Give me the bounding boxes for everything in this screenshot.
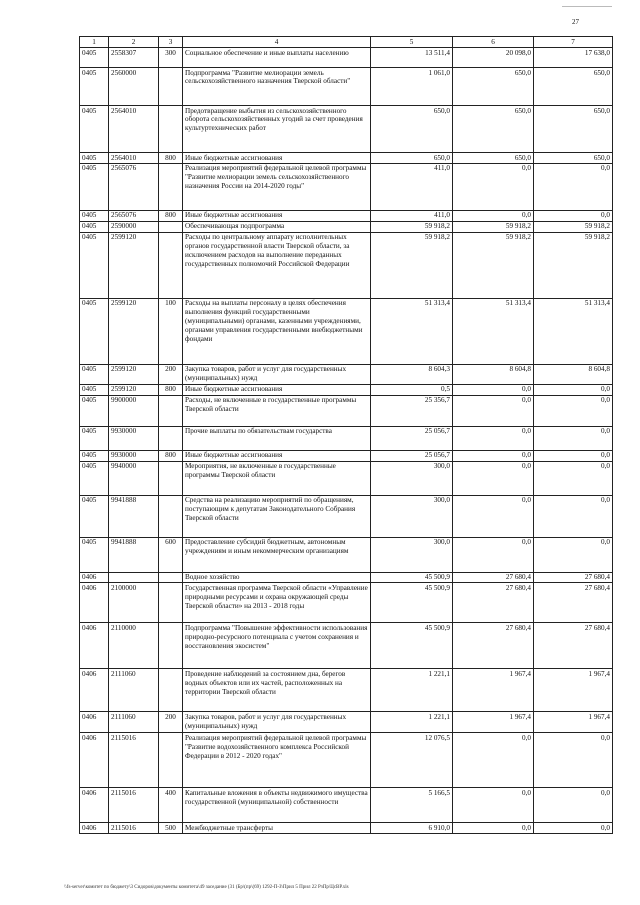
table-row: [80, 395, 613, 426]
amount-col7: 0,0: [534, 450, 613, 461]
amount-col7: 650,0: [534, 68, 613, 106]
target-article-code: 2115016: [109, 823, 159, 834]
amount-col5: 650,0: [371, 106, 453, 153]
amount-col5: 45 500,9: [371, 583, 453, 623]
amount-col5: 1 061,0: [371, 68, 453, 106]
column-header: 4: [183, 37, 371, 48]
expense-type-code: [159, 583, 183, 623]
expense-type-code: 500: [159, 823, 183, 834]
page-number: 27: [572, 18, 579, 26]
amount-col6: 27 680,4: [453, 583, 534, 623]
section-code: 0405: [80, 461, 109, 495]
file-path-footer: \\fs-server\комитет по бюджету\3 Сидоров\документы комитета\49 заседание (31 (Бр\(пр\(69) 1292-П-З\Прил 5 Прил 22 РзПр\ЦсВР.xls: [64, 885, 349, 890]
expense-type-code: [159, 733, 183, 788]
expense-name: Водное хозяйство: [183, 572, 371, 583]
expense-type-code: [159, 495, 183, 537]
amount-col6: 59 918,2: [453, 232, 534, 298]
amount-col5: 59 918,2: [371, 232, 453, 298]
target-article-code: 2599120: [109, 232, 159, 298]
section-code: 0405: [80, 450, 109, 461]
expense-name: Межбюджетные трансферты: [183, 823, 371, 834]
expense-type-code: 300: [159, 48, 183, 68]
amount-col6: 1 967,4: [453, 712, 534, 733]
section-code: 0405: [80, 153, 109, 164]
amount-col7: 650,0: [534, 106, 613, 153]
section-code: 0406: [80, 572, 109, 583]
expense-name: Предотвращение выбытия из сельскохозяйственного оборота сельскохозяйственных угодий за счет проведения культуртехнических работ: [183, 106, 371, 153]
target-article-code: 2560000: [109, 68, 159, 106]
amount-col5: 51 313,4: [371, 298, 453, 364]
amount-col6: 0,0: [453, 461, 534, 495]
amount-col6: 59 918,2: [453, 221, 534, 232]
expense-name: Подпрограмма "Повышение эффективности использования природно-ресурсного потенциала с учетом сохранения и восстановления экосистем": [183, 623, 371, 669]
amount-col5: 5 166,5: [371, 788, 453, 823]
amount-col6: 0,0: [453, 823, 534, 834]
section-code: 0406: [80, 583, 109, 623]
expense-type-code: 800: [159, 210, 183, 221]
expense-name: Социальное обеспечение и иные выплаты населению: [183, 48, 371, 68]
section-code: 0405: [80, 210, 109, 221]
table-row: [80, 426, 613, 450]
expense-name: Расходы, не включенные в государственные программы Тверской области: [183, 395, 371, 426]
expense-type-code: [159, 163, 183, 210]
target-article-code: 2115016: [109, 788, 159, 823]
section-code: 0405: [80, 298, 109, 364]
column-header: 1: [80, 37, 109, 48]
amount-col5: 25 356,7: [371, 395, 453, 426]
expense-name: Мероприятия, не включенные в государственные программы Тверской области: [183, 461, 371, 495]
target-article-code: 2599120: [109, 298, 159, 364]
expense-name: Проведение наблюдений за состоянием дна, берегов водных объектов или их частей, расположенных на территории Тверской области: [183, 669, 371, 712]
amount-col7: 0,0: [534, 426, 613, 450]
table-row: [80, 210, 613, 221]
table-row: [80, 495, 613, 537]
target-article-code: [109, 572, 159, 583]
section-code: 0406: [80, 788, 109, 823]
section-code: 0405: [80, 537, 109, 572]
expense-name: Обеспечивающая подпрограмма: [183, 221, 371, 232]
amount-col5: 300,0: [371, 537, 453, 572]
amount-col7: 0,0: [534, 537, 613, 572]
target-article-code: 2100000: [109, 583, 159, 623]
amount-col7: 0,0: [534, 384, 613, 395]
amount-col7: 0,0: [534, 395, 613, 426]
amount-col6: 0,0: [453, 450, 534, 461]
amount-col5: 411,0: [371, 210, 453, 221]
top-rule: [562, 6, 612, 7]
expense-type-code: 800: [159, 450, 183, 461]
table-row: [80, 48, 613, 68]
section-code: 0405: [80, 106, 109, 153]
target-article-code: 2110000: [109, 623, 159, 669]
expense-type-code: 400: [159, 788, 183, 823]
table-row: [80, 823, 613, 834]
section-code: 0405: [80, 495, 109, 537]
table-row: [80, 384, 613, 395]
amount-col6: 1 967,4: [453, 669, 534, 712]
amount-col5: 12 076,5: [371, 733, 453, 788]
section-code: 0405: [80, 48, 109, 68]
amount-col5: 650,0: [371, 153, 453, 164]
amount-col7: 27 680,4: [534, 583, 613, 623]
amount-col6: 0,0: [453, 788, 534, 823]
table-body: [80, 37, 613, 834]
amount-col7: 0,0: [534, 733, 613, 788]
table-row: [80, 623, 613, 669]
amount-col6: 51 313,4: [453, 298, 534, 364]
section-code: 0406: [80, 623, 109, 669]
table-row: [80, 298, 613, 364]
amount-col6: 0,0: [453, 426, 534, 450]
amount-col5: 300,0: [371, 495, 453, 537]
section-code: 0405: [80, 426, 109, 450]
expense-name: Реализация мероприятий федеральной целевой программы "Развитие водохозяйственного комплекса Российской Федерации в 2012 - 2020 годах": [183, 733, 371, 788]
table-row: [80, 712, 613, 733]
amount-col5: 25 056,7: [371, 450, 453, 461]
expense-type-code: [159, 669, 183, 712]
section-code: 0405: [80, 163, 109, 210]
expense-name: Иные бюджетные ассигнования: [183, 384, 371, 395]
expense-name: Иные бюджетные ассигнования: [183, 153, 371, 164]
expense-type-code: 800: [159, 384, 183, 395]
table-row: [80, 364, 613, 384]
amount-col7: 1 967,4: [534, 712, 613, 733]
table-row: [80, 788, 613, 823]
section-code: 0405: [80, 364, 109, 384]
expense-name: Предоставление субсидий бюджетным, автономным учреждениям и иным некоммерческим организациям: [183, 537, 371, 572]
expense-type-code: [159, 106, 183, 153]
expense-type-code: 200: [159, 712, 183, 733]
section-code: 0406: [80, 712, 109, 733]
amount-col7: 0,0: [534, 163, 613, 210]
expense-type-code: [159, 68, 183, 106]
amount-col6: 650,0: [453, 153, 534, 164]
expense-type-code: [159, 572, 183, 583]
expense-type-code: [159, 232, 183, 298]
amount-col5: 6 910,0: [371, 823, 453, 834]
amount-col5: 0,5: [371, 384, 453, 395]
table-row: [80, 106, 613, 153]
target-article-code: 2111060: [109, 712, 159, 733]
table-row: [80, 68, 613, 106]
expense-type-code: [159, 426, 183, 450]
column-header: 3: [159, 37, 183, 48]
expense-type-code: [159, 221, 183, 232]
expense-name: Государственная программа Тверской области «Управление природными ресурсами и охрана окружающей среды Тверской области» на 2013 - 2018 годы: [183, 583, 371, 623]
amount-col7: 8 604,8: [534, 364, 613, 384]
table-row: [80, 153, 613, 164]
expense-name: Расходы по центральному аппарату исполнительных органов государственной власти Тверской области, за исключением расходов на выполнение переданных государственных полномочий Российской Федерации: [183, 232, 371, 298]
expense-name: Закупка товаров, работ и услуг для государственных (муниципальных) нужд: [183, 712, 371, 733]
expense-name: Иные бюджетные ассигнования: [183, 450, 371, 461]
target-article-code: 2564010: [109, 153, 159, 164]
expense-name: Прочие выплаты по обязательствам государства: [183, 426, 371, 450]
target-article-code: 2565076: [109, 210, 159, 221]
expense-name: Капитальные вложения в объекты недвижимого имущества государственной (муниципальной) собственности: [183, 788, 371, 823]
target-article-code: 9900000: [109, 395, 159, 426]
amount-col5: 25 056,7: [371, 426, 453, 450]
column-header: 7: [534, 37, 613, 48]
table-row: [80, 163, 613, 210]
expense-type-code: [159, 461, 183, 495]
target-article-code: 9941888: [109, 537, 159, 572]
section-code: 0405: [80, 221, 109, 232]
amount-col5: 13 511,4: [371, 48, 453, 68]
column-header-row: [80, 37, 613, 48]
expense-type-code: [159, 395, 183, 426]
table-row: [80, 733, 613, 788]
amount-col5: 8 604,3: [371, 364, 453, 384]
amount-col5: 411,0: [371, 163, 453, 210]
amount-col5: 1 221,1: [371, 669, 453, 712]
amount-col6: 20 098,0: [453, 48, 534, 68]
section-code: 0405: [80, 232, 109, 298]
expense-type-code: 800: [159, 153, 183, 164]
table-row: [80, 232, 613, 298]
amount-col5: 300,0: [371, 461, 453, 495]
column-header: 6: [453, 37, 534, 48]
expense-type-code: [159, 623, 183, 669]
expense-name: Расходы на выплаты персоналу в целях обеспечения выполнения функций государственными (муниципальными) органами, казенными учреждениями, органами управления государственными внебюджетными фондами: [183, 298, 371, 364]
section-code: 0406: [80, 669, 109, 712]
section-code: 0406: [80, 823, 109, 834]
target-article-code: 2111060: [109, 669, 159, 712]
expense-type-code: 600: [159, 537, 183, 572]
amount-col6: 0,0: [453, 733, 534, 788]
amount-col5: 45 500,9: [371, 623, 453, 669]
table-row: [80, 583, 613, 623]
amount-col7: 27 680,4: [534, 623, 613, 669]
amount-col5: 59 918,2: [371, 221, 453, 232]
target-article-code: 2590000: [109, 221, 159, 232]
target-article-code: 9940000: [109, 461, 159, 495]
expense-name: Иные бюджетные ассигнования: [183, 210, 371, 221]
expense-name: Закупка товаров, работ и услуг для государственных (муниципальных) нужд: [183, 364, 371, 384]
amount-col7: 59 918,2: [534, 232, 613, 298]
amount-col7: 51 313,4: [534, 298, 613, 364]
amount-col7: 1 967,4: [534, 669, 613, 712]
table-row: [80, 221, 613, 232]
section-code: 0405: [80, 384, 109, 395]
amount-col6: 0,0: [453, 537, 534, 572]
amount-col7: 0,0: [534, 788, 613, 823]
expense-name: Реализация мероприятий федеральной целевой программы "Развитие мелиорации земель сельскохозяйственного назначения России на 2014-2020 годы": [183, 163, 371, 210]
amount-col6: 650,0: [453, 106, 534, 153]
amount-col6: 0,0: [453, 495, 534, 537]
amount-col6: 27 680,4: [453, 572, 534, 583]
amount-col5: 1 221,1: [371, 712, 453, 733]
amount-col6: 0,0: [453, 210, 534, 221]
expense-name: Подпрограмма "Развитие мелиорации земель сельскохозяйственного назначения Тверской области": [183, 68, 371, 106]
amount-col5: 45 500,9: [371, 572, 453, 583]
target-article-code: 9930000: [109, 426, 159, 450]
amount-col7: 0,0: [534, 461, 613, 495]
section-code: 0405: [80, 395, 109, 426]
target-article-code: 2599120: [109, 364, 159, 384]
amount-col6: 0,0: [453, 163, 534, 210]
amount-col6: 0,0: [453, 395, 534, 426]
table-row: [80, 461, 613, 495]
amount-col6: 27 680,4: [453, 623, 534, 669]
expense-type-code: 200: [159, 364, 183, 384]
amount-col7: 27 680,4: [534, 572, 613, 583]
amount-col6: 650,0: [453, 68, 534, 106]
table-row: [80, 669, 613, 712]
target-article-code: 2565076: [109, 163, 159, 210]
target-article-code: 2115016: [109, 733, 159, 788]
amount-col6: 8 604,8: [453, 364, 534, 384]
target-article-code: 2564010: [109, 106, 159, 153]
column-header: 5: [371, 37, 453, 48]
amount-col7: 0,0: [534, 210, 613, 221]
target-article-code: 2599120: [109, 384, 159, 395]
table-row: [80, 450, 613, 461]
budget-table: [79, 36, 613, 834]
amount-col7: 650,0: [534, 153, 613, 164]
table-row: [80, 537, 613, 572]
table-row: [80, 572, 613, 583]
amount-col6: 0,0: [453, 384, 534, 395]
expense-type-code: 100: [159, 298, 183, 364]
expense-name: Средства на реализацию мероприятий по обращениям, поступающим к депутатам Законодательного Собрания Тверской области: [183, 495, 371, 537]
amount-col7: 59 918,2: [534, 221, 613, 232]
section-code: 0405: [80, 68, 109, 106]
section-code: 0406: [80, 733, 109, 788]
target-article-code: 9930000: [109, 450, 159, 461]
target-article-code: 9941888: [109, 495, 159, 537]
amount-col7: 0,0: [534, 495, 613, 537]
target-article-code: 2558307: [109, 48, 159, 68]
column-header: 2: [109, 37, 159, 48]
amount-col7: 17 638,0: [534, 48, 613, 68]
amount-col7: 0,0: [534, 823, 613, 834]
